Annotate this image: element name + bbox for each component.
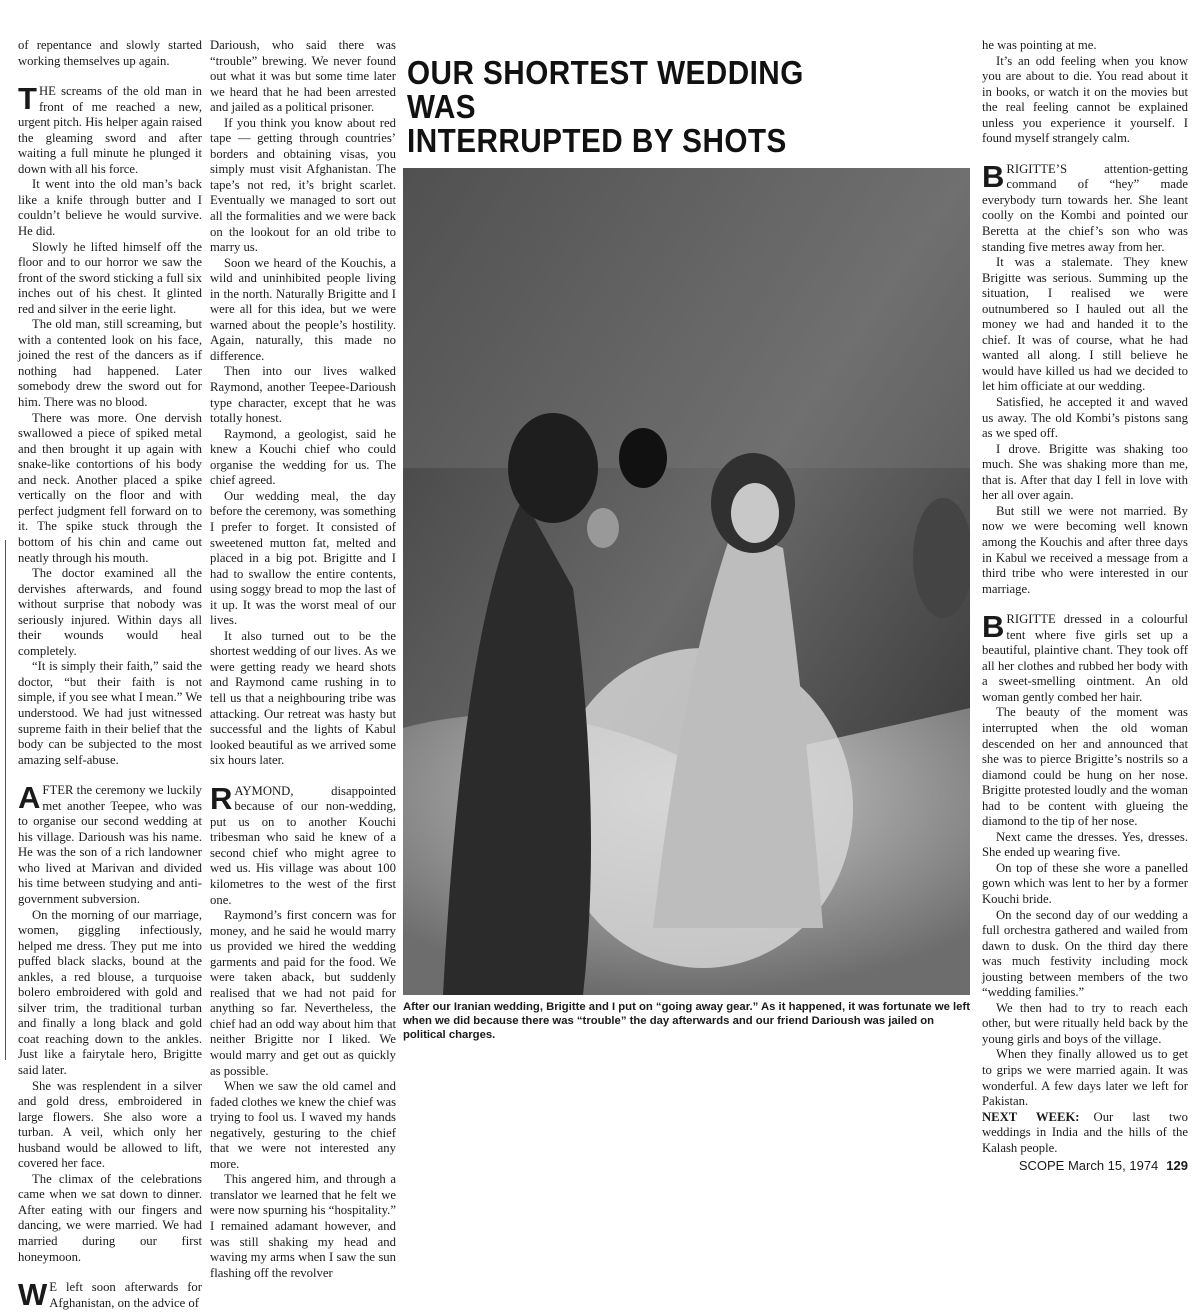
paragraph-text: Raymond’s first concern was for money, and he said he would marry us provided we hired the wedding garments and paid for the food. We were taken aback, but suddenly realised that we had not paid for anything so far. Nevertheless, the chief had an odd way about him that neither Brigitte nor I liked. We would marry and get out as quickly as possible. [210,908,396,1078]
paragraph-text: When we saw the old camel and faded clothes we knew the chief was trying to fool us. I waved my hands negatively, gesturing to the chief that we were not interested any more. [210,1079,397,1171]
paragraph [210,1079,396,1172]
paragraph [982,395,1188,442]
paragraph [982,705,1188,829]
paragraph-text: On the second day of our wedding a full orchestra gathered and wailed from dawn to dusk. On the third day there was much festivity including mock jousting between members of the two “wedding families.” [982,907,1188,1000]
paragraph-text: When they finally allowed us to get to grips we were married again. It was wonderful. A few days later we left for Pakistan. [982,1047,1188,1109]
paragraph-text: E left soon afterwards for Afghanistan, on the advice of [49,1280,202,1310]
drop-cap: B [982,609,1005,645]
paragraph-text: of repentance and slowly started working themselves up again. [18,38,202,68]
paragraph [18,1079,202,1172]
article-column-1 [18,38,202,1311]
paragraph-text: FTER the ceremony we luckily met another Teepee, who was to organise our second wedding at his village. Darioush was his name. He was the son of a rich landowner who lived at Marivan and divided his time between studying and anti-government subversion. [18,783,202,906]
section-paragraph [982,158,1188,255]
paragraph [982,38,1188,54]
paragraph [982,1047,1188,1109]
paragraph-text: I drove. Brigitte was shaking too much. She was shaking more than me, that is. After that day I fell in love with her all over again. [982,441,1188,503]
section-paragraph [210,780,396,908]
paragraph-text: The climax of the celebrations came when we sat down to dinner. After eating with our fingers and dancing, we were married. We had married during our first honeymoon. [18,1171,202,1264]
paragraph-text: There was more. One dervish swallowed a piece of spiked metal and then brought it up again with snake-like contortions of his body and neck. Another placed a spike vertically on the floor and with perfect judgment fell forward on to it. The spike stuck through the bottom of his chin and came out neatly through his mouth. [18,410,202,565]
drop-cap: W [18,1277,48,1312]
paragraph-text: Next came the dresses. Yes, dresses. She ended up wearing five. [982,829,1188,860]
paragraph-text: This angered him, and through a translator we learned that he felt we were now spurning his “hospitality.” I remained adamant however, and was still shaking my head and waving my arms when I saw the sun flashing off the revolver [210,1172,396,1280]
paragraph-text: It also turned out to be the shortest wedding of our lives. As we were getting ready we heard shots and Raymond came rushing in to tell us that a neighbouring tribe was attacking. Our retreat was hasty but successful and the lights of Kabul looked beautiful as we arrived some six hours later. [210,628,396,768]
paragraph-text: Raymond, a geologist, said he knew a Kouchi chief who could organise the wedding for us. The chief agreed. [210,426,396,488]
paragraph-text: AYMOND, disappointed because of our non-wedding, put us on to another Kouchi tribesman who said he knew of a second chief who might agree to wed us. His village was about 100 kilometres to the west of the first one. [210,783,396,907]
paragraph-text: If you think you know about red tape — getting through countries’ borders and obtaining visas, you simply must visit Afghanistan. The tape’s not red, it’s bright scarlet. Eventually we managed to sort out all the formalities and we were back on the lookout for an old tribe to marry us. [210,115,396,255]
wedding-photo [403,168,970,995]
paragraph-text: Satisfied, he accepted it and waved us away. The old Kombi’s pistons sang as we sped off. [982,395,1188,441]
paragraph-text: On top of these she wore a panelled gown which was lent to her by a former Kouchi bride. [982,860,1188,906]
paragraph-text: It went into the old man’s back like a knife through butter and I couldn’t believe he would survive. He did. [18,177,202,239]
paragraph [210,364,396,426]
publication-date: SCOPE March 15, 1974 [1018,1158,1159,1174]
drop-cap: R [210,780,233,816]
paragraph-text: She was resplendent in a silver and gold dress, embroidered in large flowers. She also wore a turban. A veil, which only her husband would be allowed to lift, covered her face. [18,1078,202,1171]
paragraph-text: The beauty of the moment was interrupted when the old woman descended on her and announced that she was to pierce Brigitte’s nostrils so a diamond could be hung on her nose. Brigitte protested loudly and the woman had to be content with glueing the diamond to the tip of her nose. [982,705,1188,829]
drop-cap: T [18,81,37,117]
paragraph-text: On the morning of our marriage, women, giggling infectiously, helped me dress. They put me into puffed black slacks, bound at the ankles, a red blouse, a turquoise bolero embroidered with gold and silver trim, the traditional turban and finally a long black and gold coat reaching down to the ankles. Just like a fairytale hero, Brigitte said later. [18,907,202,1077]
paragraph-text: RIGITTE’S attention-getting command of “hey” made everybody turn towards her. She leant coolly on the Kombi and pointed our Beretta at the chief’s son who was standing five metres away from her. [982,161,1188,254]
paragraph-text: But still we were not married. By now we were becoming well known among the Kouchis and after three days in Kabul we received a message from a third tribe who were interested in our marriage. [982,503,1188,596]
paragraph [982,504,1188,597]
paragraph [982,1001,1188,1048]
paragraph-text: It’s an odd feeling when you know you are about to die. You read about it in books, or watch it on the movies but the real feeling cannot be explained unless you experience it yourself. I found myself strangely calm. [982,53,1188,146]
paragraph [982,861,1188,908]
paragraph [210,116,396,256]
section-paragraph [18,780,202,907]
article-column-4 [982,38,1188,1174]
paragraph [18,908,202,1079]
paragraph [210,256,396,365]
paragraph-text: Darioush, who said there was “trouble” brewing. We never found out what it was but some time later we heard that he had been arrested and jailed as a political prisoner. [210,38,396,115]
paragraph-text: The doctor examined all the dervishes afterwards, and found without surprise that nobody was seriously injured. Within days all their wounds would heal completely. [18,566,202,658]
paragraph [18,240,202,318]
paragraph [18,38,202,69]
paragraph [210,1172,396,1281]
drop-cap: B [982,158,1005,194]
drop-cap: A [18,780,41,816]
paragraph-text: he was pointing at me. [982,38,1097,52]
paragraph-text: HE screams of the old man in front of me reached a new, urgent pitch. His helper again raised the gleaming sword and after waiting a full minute he plunged it down with all his force. [18,84,202,176]
section-paragraph [18,81,202,177]
paragraph [210,38,396,116]
paragraph-text: Our wedding meal, the day before the ceremony, was something I prefer to forget. It consisted of sweetened mutton fat, melted and placed in a big pot. Brigitte and I had to swallow the entire contents, using soggy bread to mop the last of it up. It was the worst meal of our lives. [210,488,396,628]
page-edge-line [5,540,6,1060]
paragraph-text: The old man, still screaming, but with a contented look on his face, joined the rest of the dancers as if nothing had happened. Later somebody drew the sword out for him. There was no blood. [18,317,202,410]
page-footer [982,1158,1188,1174]
section-paragraph [18,1277,202,1312]
next-week-label: NEXT WEEK: [982,1109,1080,1124]
paragraph-text: “It is simply their faith,” said the doctor, “but their faith is not simple, if you see what I mean.” We understood. We had just witnessed supreme faith in their belief that the body can be subjected to the most amazing self-abuse. [18,659,202,767]
article-column-2 [210,38,396,1281]
paragraph [982,255,1188,395]
title-line-1: OUR SHORTEST WEDDING WAS [407,54,804,125]
paragraph [982,830,1188,861]
article-title [407,56,857,158]
photo-caption: After our Iranian wedding, Brigitte and I put on “going away gear.” As it happened, it was fortunate we left when we did because there was “trouble” the day afterwards and our friend Darioush was jailed on political charges. [403,1001,970,1041]
next-week-text: Our last two weddings in India and the hills of the Kalash people. [982,1109,1189,1155]
paragraph [210,489,396,629]
paragraph-text: Slowly he lifted himself off the floor and to our horror we saw the front of the sword sticking a full six inches out of his chest. It glinted red and silver in the eerie light. [18,239,202,316]
paragraph [18,411,202,566]
paragraph-text: It was a stalemate. They knew Brigitte was serious. Summing up the situation, I realised we were outnumbered so I hauled out all the money we had and handed it to the chief. It was of course, what he had wanted all along. I still believe he would have killed us had we decided to let him officiate at our wedding. [982,255,1188,394]
paragraph [18,659,202,768]
paragraph [18,566,202,659]
paragraph [18,317,202,410]
paragraph [982,908,1188,1001]
title-line-2: INTERRUPTED BY SHOTS [407,122,787,159]
paragraph [18,1172,202,1265]
paragraph [18,177,202,239]
paragraph [982,54,1188,147]
paragraph [210,629,396,769]
section-paragraph [982,609,1188,705]
paragraph [982,442,1188,504]
page-number: 129 [1166,1158,1188,1174]
paragraph-text: Soon we heard of the Kouchis, a wild and uninhibited people living in the north. Naturally Brigitte and I were all for this idea, but we were warned about the people’s hostility. Again, naturally, this made no difference. [210,255,396,363]
next-week-teaser [982,1110,1188,1157]
paragraph [210,427,396,489]
paragraph [210,908,396,1079]
paragraph-text: RIGITTE dressed in a colourful tent where five girls set up a beautiful, plaintive chant. They took off all her clothes and rubbed her body with a sweet-smelling ointment. An old woman gently combed her hair. [982,612,1188,704]
paragraph-text: Then into our lives walked Raymond, another Teepee-Darioush type character, except that he was totally honest. [210,364,396,426]
paragraph-text: We then had to try to reach each other, but were ritually held back by the young girls and boys of the village. [982,1000,1188,1046]
